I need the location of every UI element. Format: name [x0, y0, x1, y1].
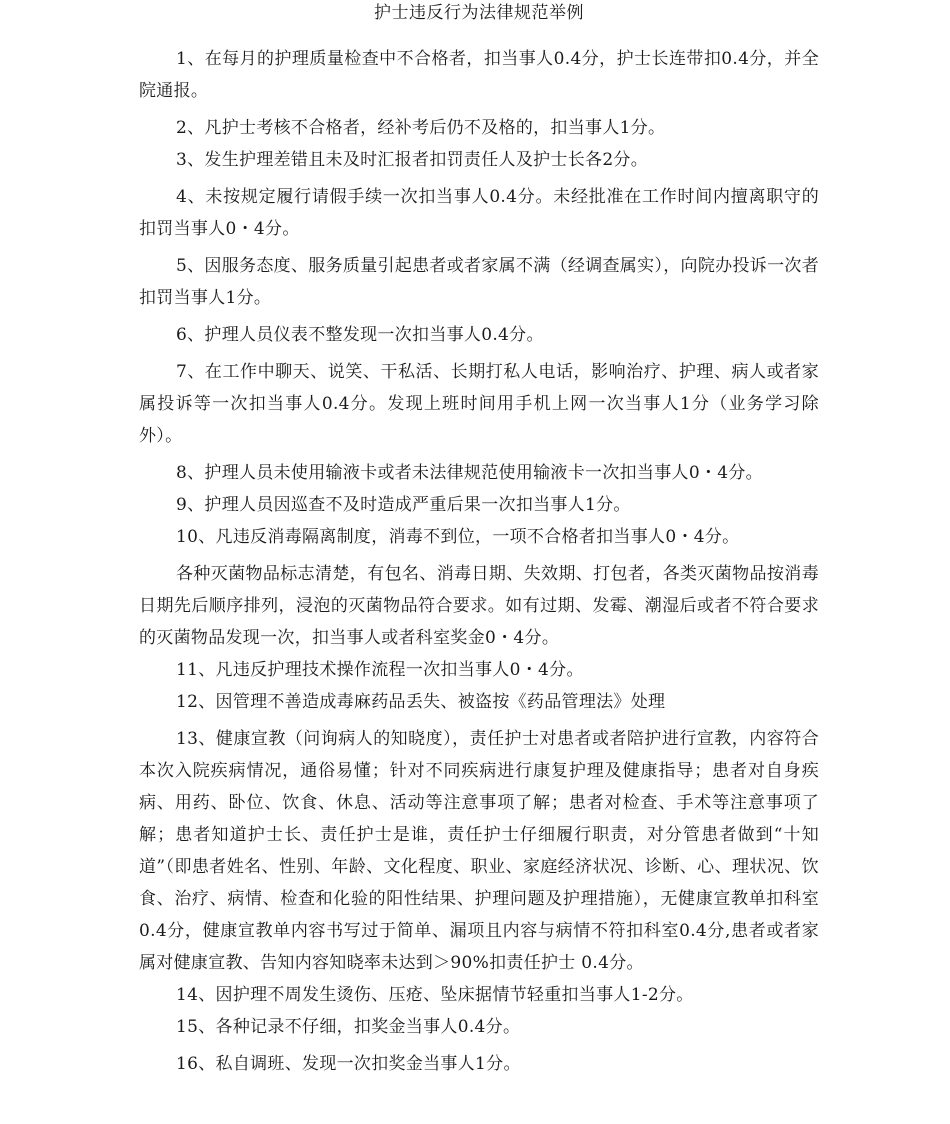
paragraph-8: 8、护理人员未使用输液卡或者未法律规范使用输液卡一次扣当事人0・4分。 — [176, 463, 763, 483]
paragraph-1: 1、在每月的护理质量检查中不合格者，扣当事人0.4分，护士长连带扣0.4分，并全院通报。 — [139, 49, 819, 101]
paragraph-7: 7、在工作中聊天、说笑、干私活、长期打私人电话，影响治疗、护理、病人或者家属投诉等一次扣当事人0.4分。发现上班时间用手机上网一次当事人1分（业务学习除外）。 — [139, 362, 819, 446]
document-title: 护士违反行为法律规范举例 — [374, 3, 584, 23]
paragraph-12: 12、因管理不善造成毒麻药品丢失、被盗按《药品管理法》处理 — [176, 692, 666, 712]
paragraph-14: 14、因护理不周发生烫伤、压疮、坠床据情节轻重扣当事人1-2分。 — [176, 985, 694, 1005]
paragraph-6: 6、护理人员仪表不整发现一次扣当事人0.4分。 — [176, 325, 544, 345]
paragraph-5: 5、因服务态度、服务质量引起患者或者家属不满（经调查属实），向院办投诉一次者扣罚当事人1分。 — [139, 256, 819, 308]
paragraph-4: 4、未按规定履行请假手续一次扣当事人0.4分。未经批准在工作时间内擅离职守的扣罚当事人0・4分。 — [139, 187, 819, 239]
paragraph-9: 9、护理人员因巡查不及时造成严重后果一次扣当事人1分。 — [176, 495, 631, 515]
document-page — [139, 0, 819, 1085]
paragraph-10: 10、凡违反消毒隔离制度，消毒不到位，一项不合格者扣当事人0・4分。 — [176, 527, 740, 547]
paragraph-sterile-items: 各种灭菌物品标志清楚，有包名、消毒日期、失效期、打包者，各类灭菌物品按消毒日期先后顺序排列，浸泡的灭菌物品符合要求。如有过期、发霉、潮湿后或者不符合要求的灭菌物品发现一次，扣当事人或者科室奖金0・4分。 — [139, 564, 819, 648]
paragraph-3: 3、发生护理差错且未及时汇报者扣罚责任人及护士长各2分。 — [176, 150, 649, 170]
document-body — [139, 43, 819, 1080]
paragraph-16: 16、私自调班、发现一次扣奖金当事人1分。 — [176, 1054, 521, 1074]
paragraph-11: 11、凡违反护理技术操作流程一次扣当事人0・4分。 — [176, 660, 584, 680]
paragraph-15: 15、各种记录不仔细，扣奖金当事人0.4分。 — [176, 1017, 521, 1037]
paragraph-13: 13、健康宣教（问询病人的知晓度），责任护士对患者或者陪护进行宣教，内容符合本次入院疾病情况，通俗易懂；针对不同疾病进行康复护理及健康指导；患者对自身疾病、用药、卧位、饮食、休息、活动等注意事项了解；患者对检查、手术等注意事项了解；患者知道护士长、责任护士是谁，责任护士仔细履行职责，对分管患者做到“十知道”（即患者姓名、性别、年龄、文化程度、职业、家庭经济状况、诊断、心、理状况、饮食、治疗、病情、检查和化验的阳性结果、护理问题及护理措施），无健康宣教单扣科室0.4分，健康宣教单内容书写过于简单、漏项且内容与病情不符扣科室0.4分,患者或者家属对健康宣教、告知内容知晓率未达到＞90%扣责任护士 0.4分。 — [139, 729, 819, 973]
paragraph-2: 2、凡护士考核不合格者，经补考后仍不及格的，扣当事人1分。 — [176, 118, 666, 138]
